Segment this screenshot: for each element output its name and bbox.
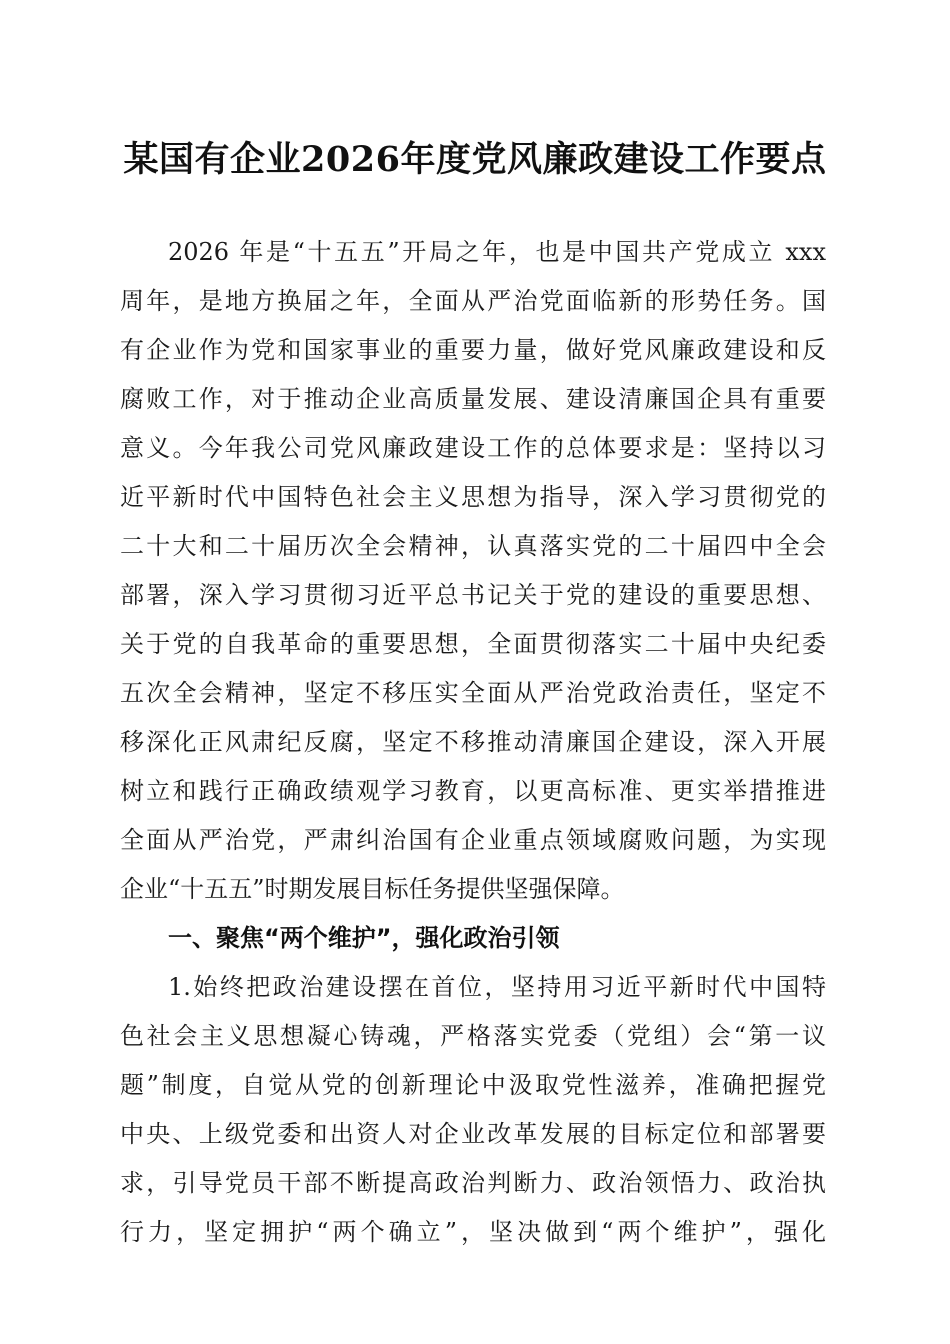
intro-line: 全面从严治党，严肃纠治国有企业重点领域腐败问题，为实现	[120, 826, 826, 854]
item-line: 求，引导党员干部不断提高政治判断力、政治领悟力、政治执	[120, 1169, 826, 1197]
intro-line: 二十大和二十届历次全会精神，认真落实党的二十届四中全会	[120, 532, 826, 560]
document-title: 某国有企业2026年度党风廉政建设工作要点	[123, 139, 827, 180]
intro-line: 企业“十五五”时期发展目标任务提供坚强保障。	[120, 875, 625, 903]
intro-line: 关于党的自我革命的重要思想，全面贯彻落实二十届中央纪委	[120, 630, 826, 658]
item-line: 题”制度，自觉从党的创新理论中汲取党性滋养，准确把握党	[120, 1071, 826, 1099]
intro-line: 周年，是地方换届之年，全面从严治党面临新的形势任务。国	[120, 287, 826, 315]
intro-line: 腐败工作，对于推动企业高质量发展、建设清廉国企具有重要	[120, 385, 826, 413]
item-line: 中央、上级党委和出资人对企业改革发展的目标定位和部署要	[120, 1120, 826, 1148]
intro-line: 五次全会精神，坚定不移压实全面从严治党政治责任，坚定不	[120, 679, 826, 707]
item-line: 行力，坚定拥护“两个确立”，坚决做到“两个维护”，强化	[120, 1218, 826, 1246]
intro-line: 有企业作为党和国家事业的重要力量，做好党风廉政建设和反	[120, 336, 826, 364]
item-line: 色社会主义思想凝心铸魂，严格落实党委（党组）会“第一议	[120, 1022, 826, 1050]
intro-line: 意义。今年我公司党风廉政建设工作的总体要求是：坚持以习	[120, 434, 826, 462]
item-line: 1.始终把政治建设摆在首位，坚持用习近平新时代中国特	[168, 973, 826, 1001]
intro-line: 近平新时代中国特色社会主义思想为指导，深入学习贯彻党的	[120, 483, 826, 511]
intro-line: 部署，深入学习贯彻习近平总书记关于党的建设的重要思想、	[120, 581, 826, 609]
intro-line: 树立和践行正确政绩观学习教育，以更高标准、更实举措推进	[120, 777, 826, 805]
intro-line: 2026 年是“十五五”开局之年，也是中国共产党成立 xxx	[168, 238, 826, 266]
section-heading: 一、聚焦“两个维护”，强化政治引领	[168, 924, 560, 952]
intro-line: 移深化正风肃纪反腐，坚定不移推动清廉国企建设，深入开展	[120, 728, 826, 756]
